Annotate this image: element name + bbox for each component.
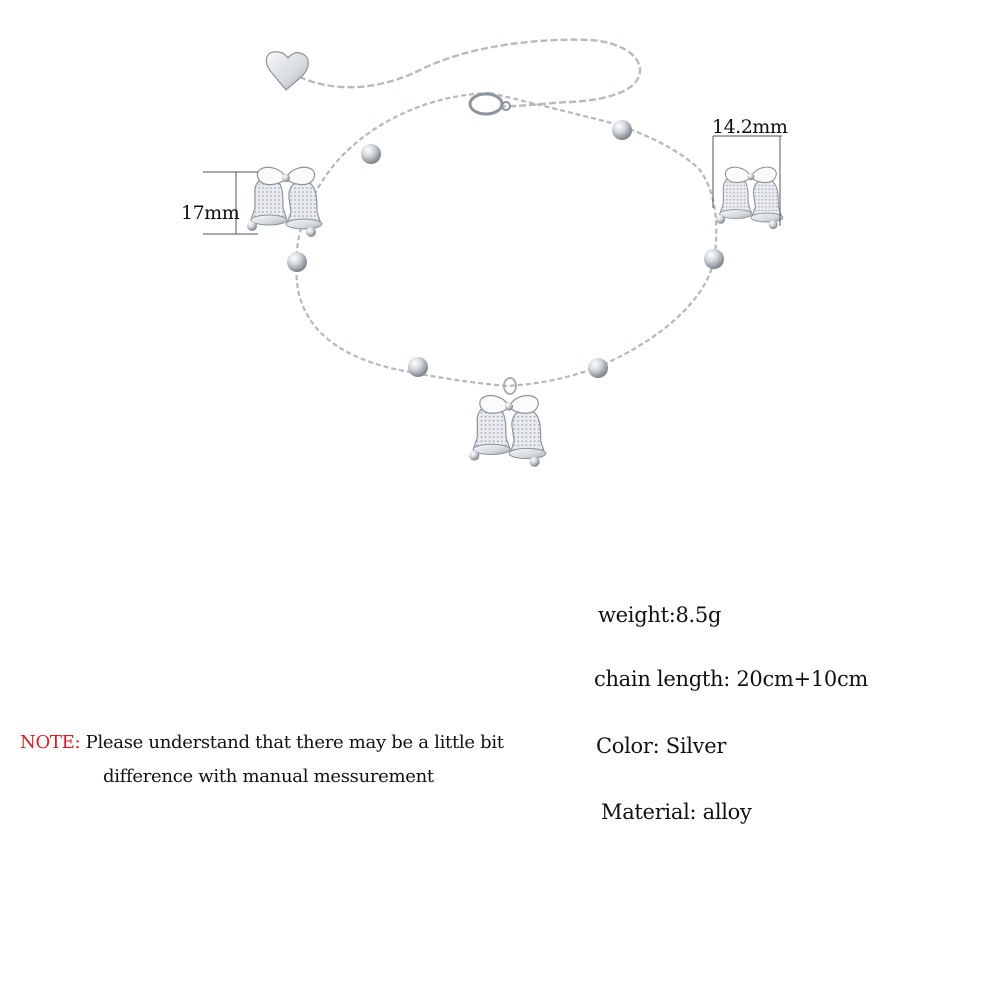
chain-length-spec: chain length: 20cm+10cm — [594, 667, 869, 691]
heart-tag-icon — [266, 52, 308, 90]
measurement-note — [20, 726, 540, 794]
note-line-1: Please understand that there may be a little bit — [85, 732, 504, 753]
bead — [704, 249, 724, 269]
bell-charm-icon — [716, 167, 783, 229]
note-line-2: difference with manual messurement — [103, 766, 434, 787]
lobster-clasp-icon — [470, 94, 510, 114]
beads — [287, 120, 724, 378]
bead — [287, 252, 307, 272]
material-spec: Material: alloy — [601, 800, 752, 824]
bead — [588, 358, 608, 378]
chain-loop — [296, 93, 716, 386]
bell-charm-icon — [247, 167, 322, 237]
bead — [612, 120, 632, 140]
bell-charm-icon — [469, 396, 546, 467]
bead — [361, 144, 381, 164]
note-label: NOTE: — [20, 732, 81, 753]
height-dimension-label: 17mm — [181, 202, 240, 224]
weight-spec: weight:8.5g — [598, 603, 722, 627]
color-spec: Color: Silver — [596, 734, 727, 758]
bead — [408, 357, 428, 377]
width-dimension-label: 14.2mm — [712, 116, 788, 138]
